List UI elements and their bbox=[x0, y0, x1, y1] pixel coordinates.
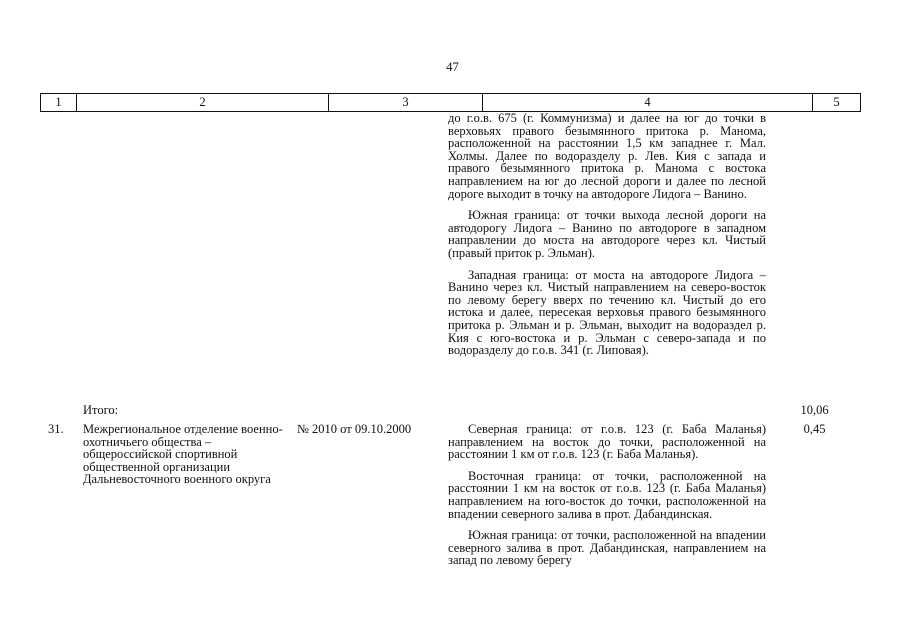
continuation-description bbox=[448, 112, 766, 366]
row-31-organization: Межрегиональное отделение военно-охотничьего общества – общероссийской спортивной общественной организации Дальневосточного военного округа bbox=[83, 422, 283, 487]
row-31-north-boundary: Северная граница: от г.о.в. 123 (г. Баба Маланья) направлением на восток до точки, расположенной на расстоянии 1 км от г.о.в. 123 (г. Баба Маланья). bbox=[448, 422, 766, 462]
header-col-3: 3 bbox=[329, 94, 483, 111]
table-header-row bbox=[40, 93, 861, 112]
row-31-document: № 2010 от 09.10.2000 bbox=[297, 422, 412, 436]
continuation-south-boundary: Южная граница: от точки выхода лесной дороги на автодорогу Лидога – Ванино по автодороге в западном направлении до моста на автодороге через кл. Чистый (правый приток р. Эльман). bbox=[448, 208, 766, 260]
row-31-east-boundary: Восточная граница: от точки, расположенной на расстоянии 1 км на восток от г.о.в. 123 (г. Баба Маланья) направлением на юго-восток до точки, расположенной на впадении северного залива в прот. Дабандинская. bbox=[448, 468, 766, 521]
continuation-west-boundary: Западная граница: от моста на автодороге Лидога – Ванино через кл. Чистый направлением на северо-восток по левому берегу вверх по течению кл. Чистый до его истока и далее, пересекая верховья правого безымянного притока р. Эльман и р. Эльман, выходит на водораздел р. Кия с юго-востока и р. Эльман с северо-запада и по водоразделу до г.о.в. 341 (г. Липовая). bbox=[448, 267, 766, 358]
header-col-5: 5 bbox=[833, 95, 840, 109]
row-31-area: 0,45 bbox=[803, 422, 826, 436]
row-31-south-boundary: Южная граница: от точки, расположенной на впадении северного залива в прот. Дабандинская, направлением на запад по левому берегу bbox=[448, 528, 766, 568]
header-col-2: 2 bbox=[77, 94, 329, 111]
header-col-1: 1 bbox=[41, 94, 77, 111]
total-value: 10,06 bbox=[800, 403, 829, 417]
row-31-index: 31. bbox=[48, 422, 64, 436]
row-31-description bbox=[448, 423, 766, 576]
continuation-paragraph-1: до г.о.в. 675 (г. Коммунизма) и далее на юг до точки в верховьях правого безымянного притока р. Манома, расположенной на расстоянии 1,5 км западнее г. Мал. Холмы. Далее по водоразделу р. Лев. Кия с запада и правого безымянного притока р. Манома с востока направлением на юг до лесной дороги и далее по лесной дороге выходит в точку на автодороге Лидога – Ванино. bbox=[448, 111, 766, 201]
page-number: 47 bbox=[446, 60, 459, 74]
header-col-4: 4 bbox=[483, 94, 813, 111]
total-label: Итого: bbox=[83, 403, 119, 417]
